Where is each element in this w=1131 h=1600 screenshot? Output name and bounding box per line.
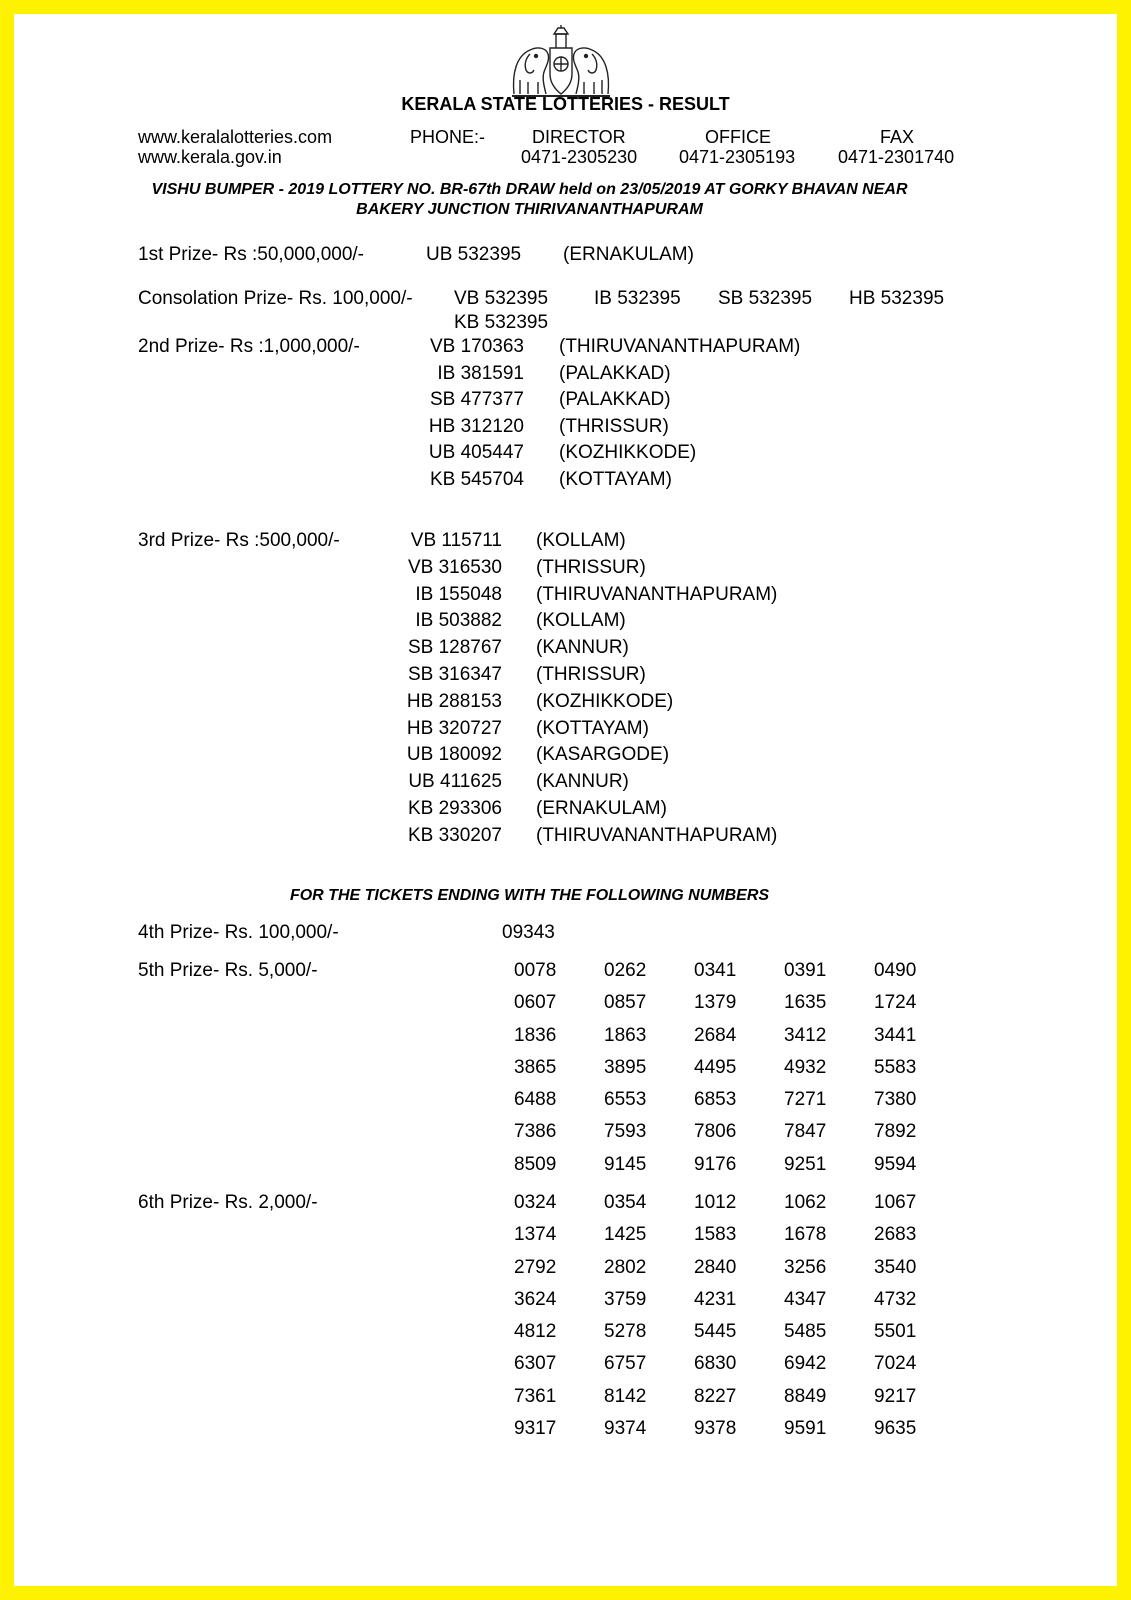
prize3-ticket: UB 411625 [408, 771, 502, 793]
prize6-number: 9317 [514, 1418, 557, 1440]
prize5-number: 3895 [604, 1056, 647, 1078]
prize5-number: 7380 [874, 1089, 917, 1111]
prize2-ticket: SB 477377 [429, 389, 524, 410]
prize6-number: 4231 [694, 1288, 737, 1310]
prize4-number: 09343 [502, 922, 555, 943]
consolation-ticket: KB 532395 [454, 312, 549, 333]
prize3-label: 3rd Prize- Rs :500,000/- [138, 530, 340, 551]
prize2-ticket: VB 170363 [429, 336, 524, 357]
prize5-number: 7593 [604, 1121, 647, 1143]
result-page [14, 14, 1117, 1586]
prize5-number: 2684 [694, 1024, 737, 1046]
prize2-district: (PALAKKAD) [559, 362, 671, 384]
prize6-number: 2840 [694, 1256, 737, 1278]
fax-phone: 0471-2301740 [838, 147, 955, 167]
prize5-number: 0857 [604, 992, 647, 1014]
prize2-ticket: UB 405447 [428, 442, 524, 463]
prize2-district: (THRISSUR) [559, 415, 669, 437]
prize2-row [14, 363, 1117, 389]
prize6-number: 5278 [604, 1321, 647, 1343]
prize5-number: 7847 [784, 1121, 827, 1143]
prize5-number: 3865 [514, 1056, 557, 1078]
prize6-number: 8142 [604, 1385, 647, 1407]
prize3-row [14, 584, 1117, 610]
prize5-number: 0391 [784, 960, 827, 981]
prize3-row [14, 530, 1117, 556]
prize2-ticket: IB 381591 [437, 362, 524, 384]
prize5-number: 6553 [604, 1089, 647, 1111]
prize5-number-grid [514, 960, 964, 1186]
prize3-ticket: IB 503882 [415, 610, 502, 632]
director-label: DIRECTOR [532, 127, 626, 147]
prize5-number: 7806 [694, 1121, 737, 1143]
prize3-ticket: HB 320727 [406, 717, 502, 739]
prize3-ticket: HB 288153 [406, 690, 502, 712]
prize6-number: 7361 [514, 1385, 557, 1407]
prize3-district: (KOLLAM) [536, 530, 626, 551]
prize5-number: 0607 [514, 992, 557, 1014]
prize6-number: 6307 [514, 1353, 557, 1375]
prize5-number: 7271 [784, 1089, 827, 1111]
prize3-district: (KOLLAM) [536, 610, 626, 632]
prize5-number: 3441 [874, 1024, 917, 1046]
prize3-ticket: KB 330207 [407, 824, 502, 846]
prize3-district: (KOTTAYAM) [536, 717, 649, 739]
prize6-number: 4732 [874, 1288, 917, 1310]
prize2-row [14, 442, 1117, 468]
prize3-district: (KANNUR) [536, 771, 629, 793]
prize2-label: 2nd Prize- Rs :1,000,000/- [138, 336, 360, 357]
prize3-ticket: SB 316347 [407, 664, 502, 685]
prize2-district: (PALAKKAD) [559, 389, 671, 410]
prize6-number: 2683 [874, 1224, 917, 1246]
prize5-number: 7892 [874, 1121, 917, 1143]
prize3-district: (KASARGODE) [536, 744, 670, 766]
prize3-district: (KOZHIKKODE) [536, 690, 674, 712]
prize3-row [14, 798, 1117, 824]
page-title: KERALA STATE LOTTERIES - RESULT [401, 94, 730, 114]
prize5-number: 3412 [784, 1024, 827, 1046]
prize5-number: 9251 [784, 1153, 827, 1175]
kerala-emblem-icon [506, 24, 616, 104]
prize6-number: 9217 [874, 1385, 917, 1407]
prize5-number: 0262 [604, 960, 647, 981]
prize2-row [14, 336, 1117, 362]
prize3-row [14, 637, 1117, 663]
prize5-number: 0490 [874, 960, 917, 981]
prize3-district: (THIRUVANANTHAPURAM) [536, 583, 778, 605]
prize3-row [14, 825, 1117, 851]
prize6-number: 7024 [874, 1353, 917, 1375]
prize3-row [14, 744, 1117, 770]
prize5-number: 1836 [514, 1024, 557, 1046]
prize6-number: 1374 [514, 1224, 557, 1246]
prize3-ticket: VB 316530 [407, 556, 502, 578]
consolation-ticket: HB 532395 [849, 288, 945, 309]
prize2-row [14, 416, 1117, 442]
prize3-ticket: VB 115711 [410, 530, 502, 551]
prize6-number: 6942 [784, 1353, 827, 1375]
prize5-number: 5583 [874, 1056, 917, 1078]
prize3-ticket: SB 128767 [407, 637, 502, 659]
prize5-number: 8509 [514, 1153, 557, 1175]
prize6-number: 5501 [874, 1321, 917, 1343]
prize6-number: 0354 [604, 1192, 647, 1213]
prize1-district: (ERNAKULAM) [563, 244, 694, 265]
prize6-number: 6830 [694, 1353, 737, 1375]
prize6-number: 0324 [514, 1192, 557, 1213]
prize6-number: 2792 [514, 1256, 557, 1278]
draw-info-line-2: BAKERY JUNCTION THIRIVANANTHAPURAM [356, 201, 703, 218]
prize3-ticket: IB 155048 [415, 583, 502, 605]
prize5-number: 7386 [514, 1121, 557, 1143]
prize5-number: 1635 [784, 992, 827, 1014]
prize6-number: 1012 [694, 1192, 737, 1213]
consolation-ticket: VB 532395 [454, 288, 549, 309]
prize1-ticket: UB 532395 [426, 244, 522, 265]
prize2-district: (KOZHIKKODE) [559, 442, 697, 463]
prize6-number: 8227 [694, 1385, 737, 1407]
prize5-number: 1724 [874, 992, 917, 1014]
consolation-ticket: SB 532395 [718, 288, 813, 309]
ending-numbers-heading: FOR THE TICKETS ENDING WITH THE FOLLOWING NUMBERS [289, 887, 770, 904]
prize6-number: 1067 [874, 1192, 917, 1213]
prize6-number: 3540 [874, 1256, 917, 1278]
prize6-number: 5485 [784, 1321, 827, 1343]
prize6-number: 6757 [604, 1353, 647, 1375]
prize5-number: 1863 [604, 1024, 647, 1046]
prize5-number: 4495 [694, 1056, 737, 1078]
prize6-number: 5445 [694, 1321, 737, 1343]
prize3-district: (ERNAKULAM) [536, 798, 667, 819]
prize4-label: 4th Prize- Rs. 100,000/- [138, 922, 339, 943]
prize3-row [14, 771, 1117, 797]
prize6-number: 3624 [514, 1288, 557, 1310]
prize5-number: 9145 [604, 1153, 647, 1175]
prize2-ticket: HB 312120 [428, 415, 524, 437]
director-phone: 0471-2305230 [521, 147, 638, 167]
prize6-number: 9635 [874, 1418, 917, 1440]
prize3-row [14, 691, 1117, 717]
office-label: OFFICE [705, 127, 771, 147]
prize2-row [14, 389, 1117, 415]
prize3-district: (THRISSUR) [536, 556, 646, 578]
prize6-number: 2802 [604, 1256, 647, 1278]
prize2-row [14, 469, 1117, 495]
consolation-label: Consolation Prize- Rs. 100,000/- [138, 288, 413, 309]
prize5-number: 9594 [874, 1153, 917, 1175]
prize5-number: 9176 [694, 1153, 737, 1175]
prize6-label: 6th Prize- Rs. 2,000/- [138, 1192, 318, 1213]
prize6-number: 9591 [784, 1418, 827, 1440]
prize3-row [14, 610, 1117, 636]
prize3-ticket: KB 293306 [407, 798, 502, 819]
prize5-number: 6853 [694, 1089, 737, 1111]
prize6-number: 3256 [784, 1256, 827, 1278]
prize3-row [14, 557, 1117, 583]
prize1-label: 1st Prize- Rs :50,000,000/- [138, 244, 364, 265]
prize3-row [14, 664, 1117, 690]
prize3-row [14, 718, 1117, 744]
prize6-number: 1425 [604, 1224, 647, 1246]
website-link-1[interactable]: www.keralalotteries.com [138, 127, 333, 147]
phone-label: PHONE:- [410, 127, 486, 147]
prize6-number: 3759 [604, 1288, 647, 1310]
prize5-number: 4932 [784, 1056, 827, 1078]
prize6-number: 4347 [784, 1288, 827, 1310]
prize5-number: 0078 [514, 960, 557, 981]
prize6-number: 1678 [784, 1224, 827, 1246]
prize6-number-grid [514, 1192, 964, 1450]
consolation-ticket: IB 532395 [594, 288, 681, 309]
prize5-label: 5th Prize- Rs. 5,000/- [138, 960, 318, 981]
office-phone: 0471-2305193 [679, 147, 796, 167]
prize3-district: (KANNUR) [536, 637, 629, 659]
website-link-2[interactable]: www.kerala.gov.in [138, 147, 282, 167]
prize2-district: (THIRUVANANTHAPURAM) [559, 336, 801, 357]
prize5-number: 0341 [694, 960, 737, 981]
prize3-ticket: UB 180092 [406, 744, 502, 766]
prize2-ticket: KB 545704 [429, 468, 524, 490]
prize6-number: 1062 [784, 1192, 827, 1213]
prize6-number: 9378 [694, 1418, 737, 1440]
fax-label: FAX [880, 127, 915, 147]
prize6-number: 1583 [694, 1224, 737, 1246]
prize6-number: 4812 [514, 1321, 557, 1343]
prize3-district: (THIRUVANANTHAPURAM) [536, 824, 778, 846]
prize5-number: 1379 [694, 992, 737, 1014]
draw-info-line-1: VISHU BUMPER - 2019 LOTTERY NO. BR-67th DRAW held on 23/05/2019 AT GORKY BHAVAN NEAR [151, 181, 908, 198]
prize6-number: 8849 [784, 1385, 827, 1407]
prize5-number: 6488 [514, 1089, 557, 1111]
prize6-number: 9374 [604, 1418, 647, 1440]
prize3-district: (THRISSUR) [536, 664, 646, 685]
prize2-district: (KOTTAYAM) [559, 468, 672, 490]
